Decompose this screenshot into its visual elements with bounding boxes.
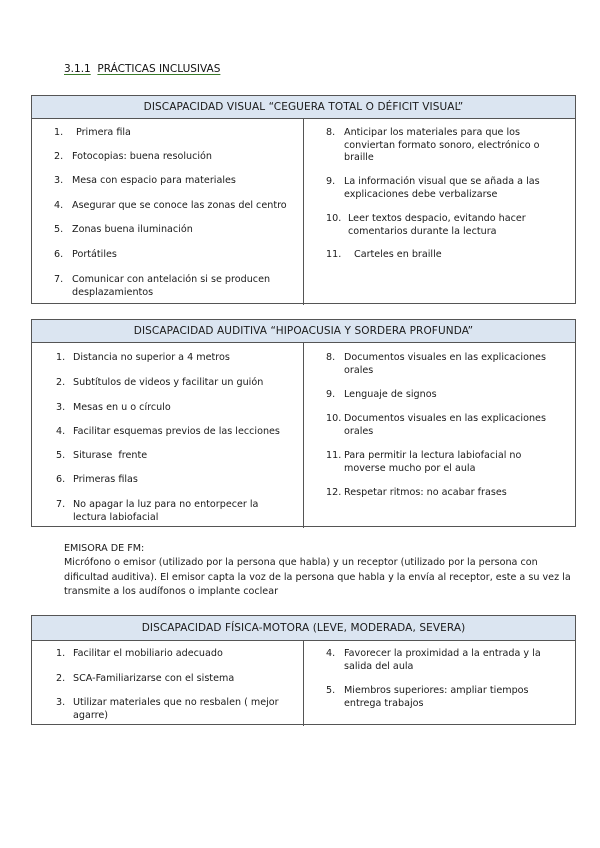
section-heading	[64, 63, 220, 75]
table-fisica-right-column: 4. Favorecer la proximidad a la entrada y la salida del aula 5. Miembros superiores: ampliar tiempos entrega trabajos	[326, 648, 541, 709]
table-fisica-left-column: 1. Facilitar el mobiliario adecuado 2. SCA-Familiarizarse con el sistema 3. Utilizar materiales que no resbalen ( mejor agarre)	[32, 641, 304, 726]
table-fisica	[31, 615, 576, 725]
section-title: PRÁCTICAS INCLUSIVAS	[97, 63, 221, 75]
table-fisica-header: DISCAPACIDAD FÍSICA-MOTORA (LEVE, MODERADA, SEVERA)	[32, 616, 575, 641]
table-visual-left-column: 1. Primera fila 2. Fotocopias: buena resolución 3. Mesa con espacio para materiales 4. Asegurar que se conoce las zonas del centro 5. Zonas buena iluminación 6. Portátiles 7. Comunicar con antelación si se producen desplazamientos	[32, 119, 304, 305]
section-number: 3.1.1	[64, 63, 91, 75]
table-visual	[31, 95, 576, 304]
table-auditiva-left-column: 1. Distancia no superior a 4 metros 2. Subtítulos de videos y facilitar un guión 3. Mesas en u o círculo 4. Facilitar esquemas previos de las lecciones 5. Siturase frente 6. Primeras filas 7. No apagar la luz para no entorpecer la lectura labiofacial	[32, 343, 304, 528]
table-visual-header: DISCAPACIDAD VISUAL “CEGUERA TOTAL O DÉFICIT VISUAL”	[32, 96, 575, 119]
table-auditiva	[31, 319, 576, 527]
table-visual-right-column: 8. Anticipar los materiales para que los conviertan formato sonoro, electrónico o braille 9. La información visual que se añada a las explicaciones debe verbalizarse 10. Leer textos despacio, evitando hacer comentarios durante la lectura 11. Carteles en braille	[326, 127, 540, 260]
table-auditiva-header: DISCAPACIDAD AUDITIVA “HIPOACUSIA Y SORDERA PROFUNDA”	[32, 320, 575, 343]
emisora-title: EMISORA DE FM:	[64, 543, 145, 554]
table-auditiva-right-column: 8. Documentos visuales en las explicaciones orales 9. Lenguaje de signos 10. Documentos visuales en las explicaciones orales 11. Para permitir la lectura labiofacial no moverse mucho por el aula 12. Respetar ritmos: no acabar frases	[326, 352, 546, 498]
emisora-body: Micrófono o emisor (utilizado por la persona que habla) y un receptor (utilizado por la persona con dificultad auditiva). El emisor capta la voz de la persona que habla y la envía al receptor, este a su vez la transmite a los audífonos o implante coclear	[64, 557, 571, 597]
